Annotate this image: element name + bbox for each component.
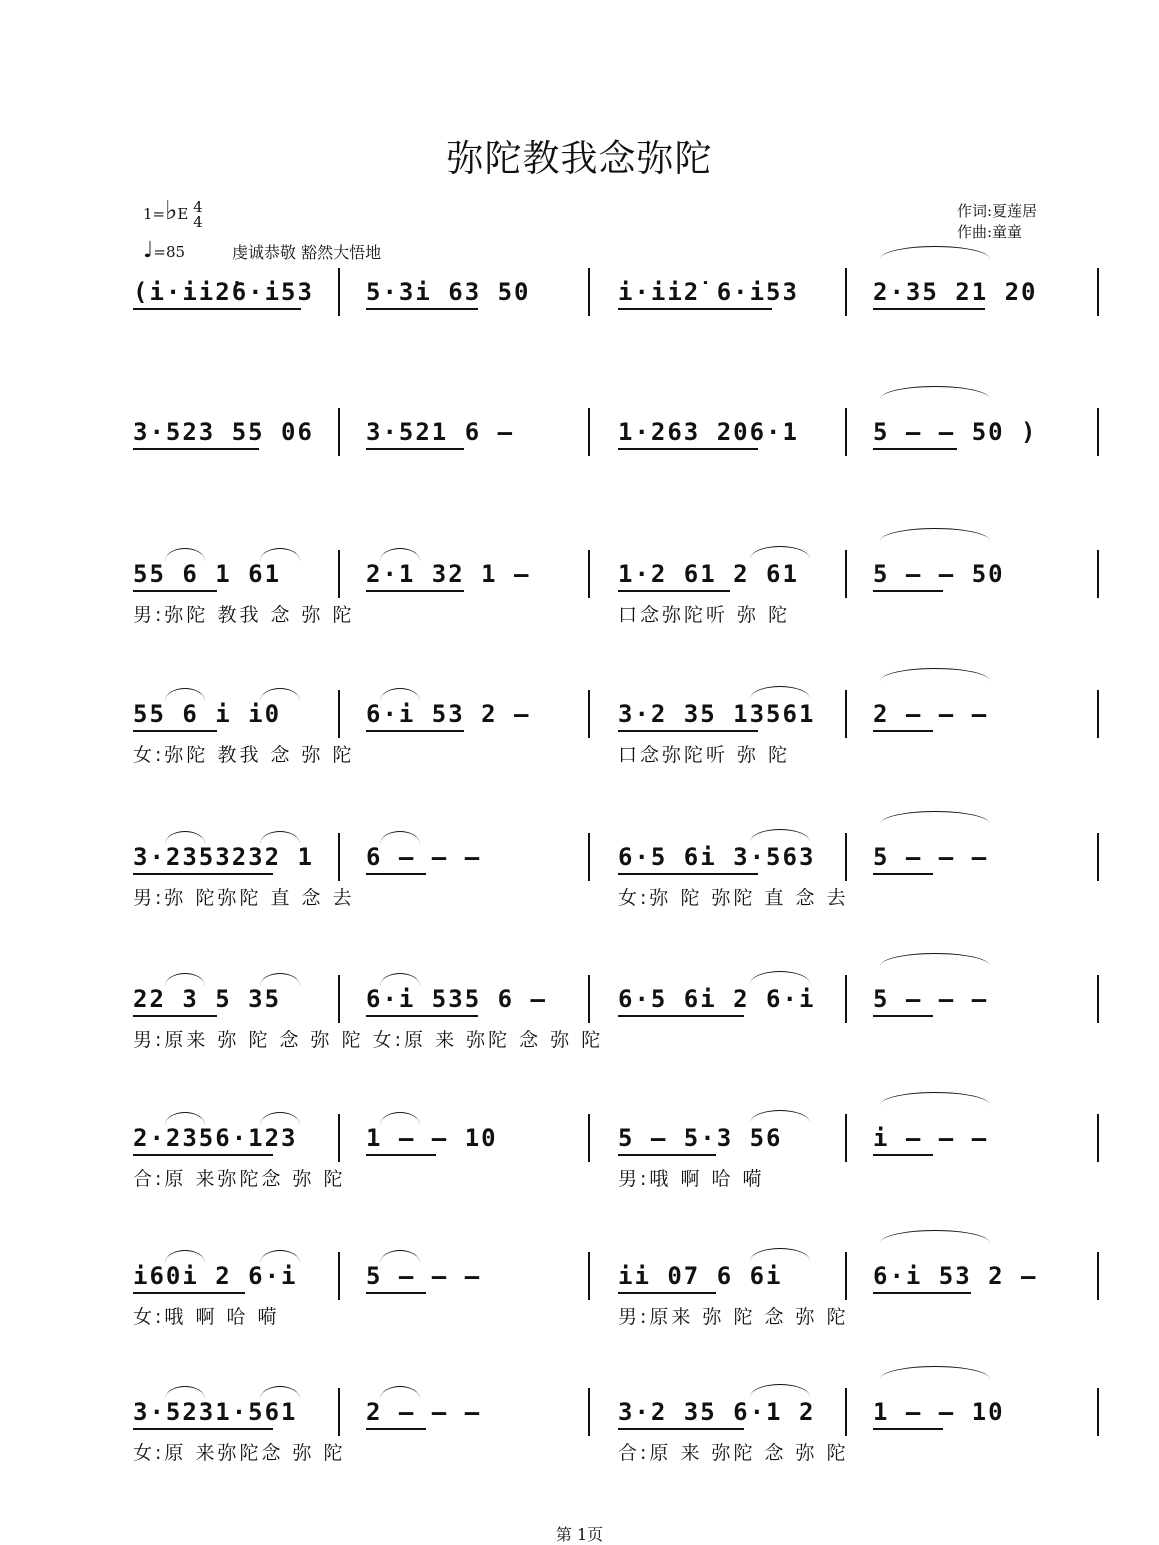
time-top: 4 [193, 198, 203, 216]
measure: 6·i 53 2 – [366, 700, 531, 728]
page-number: 第 1页 [555, 1525, 604, 1544]
bar-line [1097, 1114, 1099, 1162]
slur-arc [880, 1230, 990, 1243]
beam-line [873, 1015, 933, 1017]
measure: i·ii2̇ 6·i53 [618, 278, 799, 306]
flat-sign: ♭ [165, 196, 178, 226]
bar-line [1097, 408, 1099, 456]
bar-line [338, 975, 340, 1023]
bar-line [338, 833, 340, 881]
bar-line [588, 1252, 590, 1300]
beam-line [873, 873, 933, 875]
measure: 55 6 i i0 [133, 700, 282, 728]
beam-line [133, 590, 217, 592]
bar-line [338, 1252, 340, 1300]
lyric-line: 女:哦 啊 哈 嗬 [133, 1306, 280, 1328]
bar-line [1097, 1388, 1099, 1436]
measure: i60i 2 6·i [133, 1262, 298, 1290]
beam-line [133, 448, 259, 450]
slur-arc [165, 973, 205, 986]
bar-line [588, 833, 590, 881]
key-note: E [177, 205, 189, 223]
beam-line [618, 730, 758, 732]
bar-line [338, 690, 340, 738]
slur-arc [380, 1250, 420, 1263]
bar-line [338, 408, 340, 456]
bar-line [845, 550, 847, 598]
key-signature [143, 196, 203, 230]
measure: 6·i 53 2 – [873, 1262, 1038, 1290]
slur-arc [380, 831, 420, 844]
bar-line [588, 1114, 590, 1162]
lyric-line: 女:原 来弥陀念 弥 陀 [133, 1442, 346, 1464]
measure: 5 – – – [873, 985, 989, 1013]
beam-line [618, 308, 772, 310]
lyric-line: 口念弥陀听 弥 陀 [618, 744, 791, 766]
bar-line [338, 1388, 340, 1436]
lyric-line: 口念弥陀听 弥 陀 [618, 604, 791, 626]
beam-line [873, 590, 943, 592]
bar-line [1097, 833, 1099, 881]
slur-arc [380, 1386, 420, 1399]
measure: 2·1 32 1 – [366, 560, 531, 588]
tempo-marking [143, 238, 185, 263]
measure: 5 – 5·3 56 [618, 1124, 783, 1152]
bar-line [1097, 1252, 1099, 1300]
beam-line [133, 308, 301, 310]
bar-line [845, 833, 847, 881]
beam-line [618, 1428, 744, 1430]
beam-line [873, 730, 933, 732]
bar-line [845, 268, 847, 316]
slur-arc [880, 668, 990, 681]
lyric-line: 合:原 来 弥陀 念 弥 陀 [618, 1442, 849, 1464]
slur-arc [165, 548, 205, 561]
quarter-note-icon: ♩ [143, 238, 154, 263]
measure: 1·2 61 2 61 [618, 560, 799, 588]
measure: 6·5 6i 3·563 [618, 843, 816, 871]
slur-arc [750, 971, 810, 984]
beam-line [873, 308, 985, 310]
slur-arc [880, 811, 990, 824]
measure: 1·263 206·1 [618, 418, 799, 446]
measure: 5 – – – [366, 1262, 482, 1290]
beam-line [366, 1292, 426, 1294]
bar-line [338, 1114, 340, 1162]
beam-line [133, 873, 273, 875]
song-title: 弥陀教我念弥陀 [446, 137, 713, 180]
measure: (i·ii2̇6·i53 [133, 278, 314, 306]
slur-arc [260, 973, 300, 986]
beam-line [618, 1015, 744, 1017]
beam-line [366, 730, 464, 732]
beam-line [618, 590, 730, 592]
beam-line [618, 1292, 716, 1294]
slur-arc [260, 831, 300, 844]
beam-line [618, 448, 758, 450]
time-signature [193, 200, 203, 230]
slur-arc [880, 528, 990, 541]
beam-line [366, 1015, 478, 1017]
beam-line [366, 590, 464, 592]
slur-arc [750, 1248, 810, 1261]
measure: 1 – – 10 [873, 1398, 1005, 1426]
measure: 2 – – – [366, 1398, 482, 1426]
slur-arc [880, 386, 990, 399]
composer-credit: 作曲:童童 [957, 223, 1023, 241]
slur-arc [165, 1112, 205, 1125]
slur-arc [260, 1386, 300, 1399]
bar-line [588, 975, 590, 1023]
beam-line [366, 308, 478, 310]
slur-arc [165, 688, 205, 701]
measure: 5 – – – [873, 843, 989, 871]
measure: 5 – – 50 [873, 560, 1005, 588]
beam-line [133, 1015, 217, 1017]
bar-line [588, 690, 590, 738]
slur-arc [260, 1112, 300, 1125]
slur-arc [750, 829, 810, 842]
measure: 5·3i 63 50 [366, 278, 531, 306]
beam-line [366, 1154, 436, 1156]
measure: 2·35 21 20 [873, 278, 1038, 306]
lyric-line: 合:原 来弥陀念 弥 陀 [133, 1168, 346, 1190]
bar-line [1097, 550, 1099, 598]
lyric-line: 男:弥 陀弥陀 直 念 去 [133, 887, 355, 909]
bar-line [1097, 268, 1099, 316]
bar-line [588, 1388, 590, 1436]
measure: 3·523 55 06 [133, 418, 314, 446]
slur-arc [880, 246, 990, 259]
beam-line [366, 448, 464, 450]
slur-arc [165, 831, 205, 844]
slur-arc [750, 1384, 810, 1397]
bar-line [845, 690, 847, 738]
beam-line [366, 873, 426, 875]
slur-arc [260, 548, 300, 561]
bar-line [588, 408, 590, 456]
slur-arc [165, 1250, 205, 1263]
slur-arc [750, 686, 810, 699]
measure: 6·5 6i 2 6·i [618, 985, 816, 1013]
beam-line [618, 1154, 716, 1156]
slur-arc [750, 1110, 810, 1123]
slur-arc [380, 1112, 420, 1125]
bar-line [845, 1388, 847, 1436]
bar-line [588, 268, 590, 316]
beam-line [873, 1292, 971, 1294]
key-prefix: 1= [143, 205, 166, 223]
measure: 22 3 5 35 [133, 985, 282, 1013]
expression-text: 虔诚恭敬 豁然大悟地 [232, 243, 382, 262]
lyricist-credit: 作词:夏莲居 [957, 202, 1038, 220]
lyric-line: 男:哦 啊 哈 嗬 [618, 1168, 765, 1190]
tempo-value: =85 [153, 243, 186, 261]
measure: ii 07 6 6i [618, 1262, 783, 1290]
bar-line [1097, 690, 1099, 738]
bar-line [845, 1114, 847, 1162]
lyric-line: 女:弥 陀 弥陀 直 念 去 [618, 887, 849, 909]
slur-arc [880, 1092, 990, 1105]
measure: 3·521 6 – [366, 418, 515, 446]
time-bottom: 4 [193, 213, 203, 231]
slur-arc [165, 1386, 205, 1399]
beam-line [133, 730, 217, 732]
beam-line [873, 1428, 943, 1430]
measure: 5 – – 50 ) [873, 418, 1038, 446]
slur-arc [260, 688, 300, 701]
slur-arc [380, 548, 420, 561]
measure: 6·i 535 6 – [366, 985, 547, 1013]
beam-line [133, 1428, 273, 1430]
measure: 3·2353232 1 [133, 843, 314, 871]
measure: 55 6 1 61 [133, 560, 282, 588]
slur-arc [380, 973, 420, 986]
slur-arc [260, 1250, 300, 1263]
beam-line [873, 1154, 933, 1156]
beam-line [873, 448, 957, 450]
lyric-line: 男:原来 弥 陀 念 弥 陀 [618, 1306, 849, 1328]
measure: i – – – [873, 1124, 989, 1152]
measure: 2·2356·123 [133, 1124, 298, 1152]
slur-arc [380, 688, 420, 701]
measure: 3·5231·561 [133, 1398, 298, 1426]
bar-line [1097, 975, 1099, 1023]
lyric-line: 男:原来 弥 陀 念 弥 陀 女:原 来 弥陀 念 弥 陀 [133, 1029, 604, 1051]
beam-line [618, 873, 758, 875]
measure: 1 – – 10 [366, 1124, 498, 1152]
measure: 3·2 35 13561 [618, 700, 816, 728]
measure: 6 – – – [366, 843, 482, 871]
measure: 2 – – – [873, 700, 989, 728]
beam-line [133, 1292, 245, 1294]
bar-line [338, 550, 340, 598]
beam-line [366, 1428, 426, 1430]
slur-arc [880, 953, 990, 966]
bar-line [338, 268, 340, 316]
lyric-line: 女:弥陀 教我 念 弥 陀 [133, 744, 355, 766]
bar-line [845, 1252, 847, 1300]
bar-line [845, 408, 847, 456]
slur-arc [880, 1366, 990, 1379]
measure: 3·2 35 6·1 2 [618, 1398, 816, 1426]
lyric-line: 男:弥陀 教我 念 弥 陀 [133, 604, 355, 626]
beam-line [133, 1154, 273, 1156]
bar-line [588, 550, 590, 598]
slur-arc [750, 546, 810, 559]
bar-line [845, 975, 847, 1023]
